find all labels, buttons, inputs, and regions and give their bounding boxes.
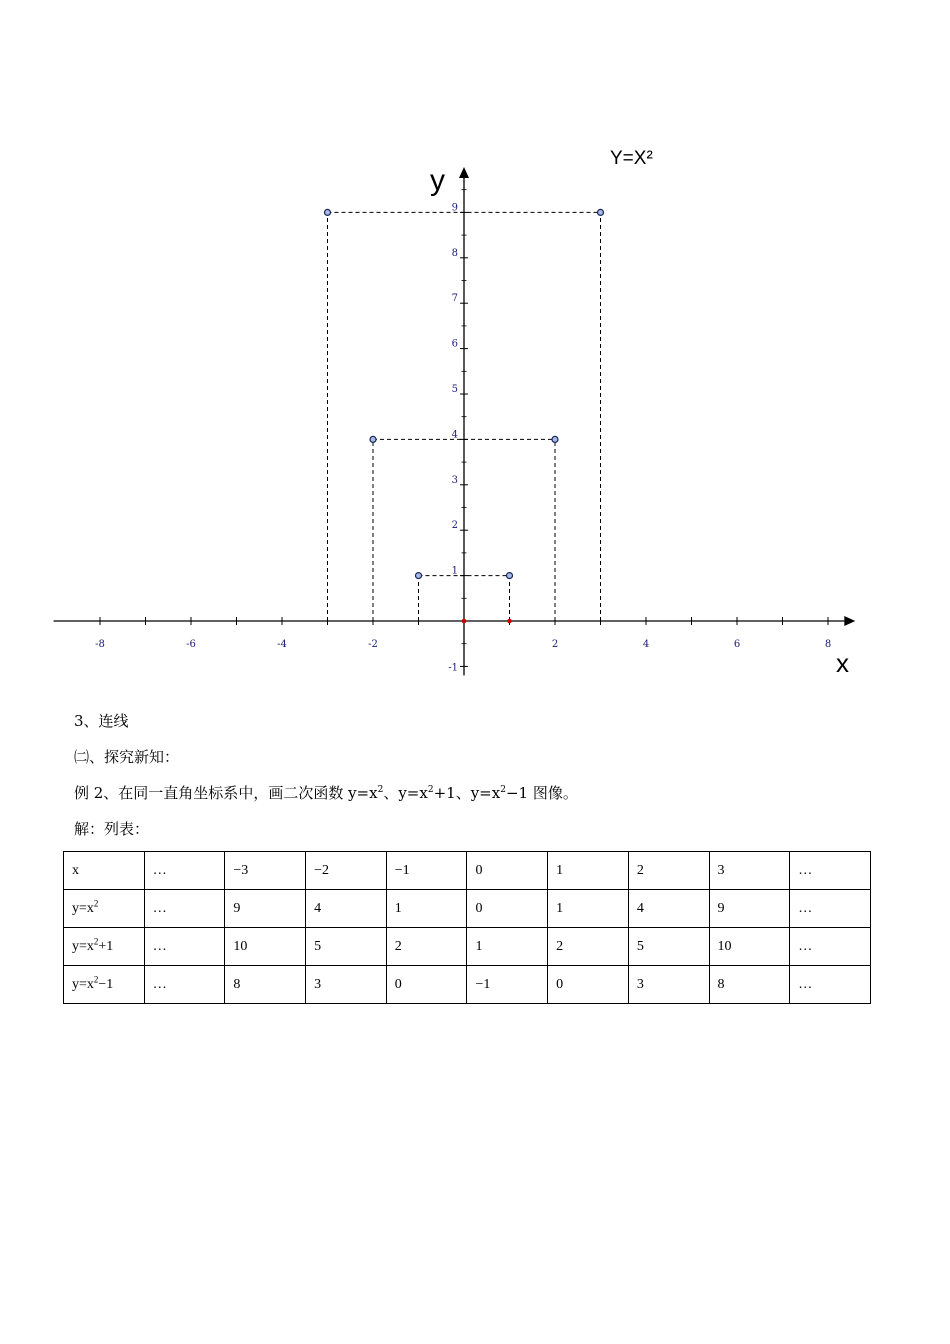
table-row (64, 928, 871, 966)
data-point (325, 209, 331, 215)
table-cell: 2 (628, 852, 709, 890)
example-2-suffix: −1 图像。 (505, 784, 578, 802)
table-cell: 0 (548, 966, 629, 1004)
table-cell: 3 (628, 966, 709, 1004)
y-tick-label: 9 (451, 202, 458, 214)
superscript: 2 (93, 973, 99, 984)
y-tick-label: 8 (451, 247, 458, 259)
superscript: 2 (500, 785, 506, 795)
table-cell: 1 (467, 928, 548, 966)
coordinate-axes (54, 167, 856, 675)
data-point (552, 436, 558, 442)
data-point (416, 573, 422, 579)
table-cell: … (790, 852, 871, 890)
y-tick-label: 3 (451, 474, 458, 486)
chart-title: Y=X² (610, 148, 653, 169)
table-row (64, 966, 871, 1004)
table-cell: … (144, 928, 225, 966)
y-tick-label: 1 (451, 565, 458, 577)
y-axis-label: y (430, 164, 445, 197)
value-table (63, 851, 871, 1004)
table-cell: … (790, 890, 871, 928)
y-tick-label: -1 (448, 662, 458, 674)
table-cell: 8 (709, 966, 790, 1004)
x-axis-label: x (836, 648, 849, 678)
x-tick-label: 6 (733, 639, 741, 650)
row-label-tail: −1 (98, 976, 114, 992)
table-cell: 9 (225, 890, 306, 928)
table-cell: 5 (306, 928, 387, 966)
data-point (598, 209, 604, 215)
table-cell: 4 (306, 890, 387, 928)
superscript: 2 (377, 785, 384, 795)
row-label (64, 890, 145, 928)
row-label (64, 966, 145, 1004)
table-cell: 1 (548, 852, 629, 890)
x-tick-label: 4 (642, 639, 650, 650)
y-tick-label: 2 (451, 520, 458, 532)
example-2-prefix: 例 2、在同一直角坐标系中，画二次函数 y=x (74, 784, 378, 802)
row-label-base: y=x (72, 976, 94, 992)
x-tick-label: -4 (277, 639, 287, 650)
y-tick-label: 6 (451, 338, 458, 350)
row-label-base: y=x (72, 938, 94, 954)
example-2-sep1: 、y=x (383, 784, 428, 802)
row-label-tail: +1 (98, 938, 114, 954)
axis-marker-point (507, 619, 512, 624)
x-tick-label: 8 (824, 639, 832, 650)
solution-intro: 解：列表： (74, 820, 150, 838)
row-label: x (64, 852, 145, 890)
table-cell: 5 (628, 928, 709, 966)
data-point (370, 436, 376, 442)
x-tick-label: -6 (186, 639, 196, 650)
table-row (64, 890, 871, 928)
table-cell: 2 (386, 928, 467, 966)
superscript: 2 (93, 935, 99, 946)
table-cell: −1 (386, 852, 467, 890)
step-3-connect: 3、连线 (74, 712, 129, 730)
table-cell: … (790, 928, 871, 966)
x-tick-label: -2 (368, 639, 378, 650)
table-cell: … (144, 852, 225, 890)
data-point (507, 573, 513, 579)
table-cell: 2 (548, 928, 629, 966)
x-axis-arrow (844, 616, 855, 626)
row-label (64, 928, 145, 966)
table-cell: 4 (628, 890, 709, 928)
axis-marker-point (462, 619, 467, 624)
table-cell: … (790, 966, 871, 1004)
superscript: 2 (93, 897, 99, 908)
table-cell: … (144, 966, 225, 1004)
table-cell: −3 (225, 852, 306, 890)
axis-tick-labels (95, 202, 831, 673)
y-tick-label: 5 (451, 384, 458, 395)
section-heading-explore: ㈡、探究新知： (74, 748, 180, 766)
table-cell: −2 (306, 852, 387, 890)
example-2-sep2: +1、y=x (433, 784, 501, 802)
table-cell: 9 (709, 890, 790, 928)
superscript: 2 (427, 785, 434, 795)
y-tick-label: 4 (451, 429, 458, 441)
table-cell: 3 (306, 966, 387, 1004)
table-cell: 0 (386, 966, 467, 1004)
table-cell: 0 (467, 890, 548, 928)
row-label-base: y=x (72, 900, 94, 916)
table-cell: 10 (709, 928, 790, 966)
x-tick-label: -8 (95, 639, 105, 650)
table-cell: −1 (467, 966, 548, 1004)
y-axis-arrow (459, 167, 469, 178)
table-cell: … (144, 890, 225, 928)
table-cell: 3 (709, 852, 790, 890)
table-row (64, 852, 871, 890)
table-cell: 8 (225, 966, 306, 1004)
table-cell: 1 (548, 890, 629, 928)
example-2-statement (74, 783, 578, 803)
x-tick-label: 2 (551, 639, 559, 650)
table-cell: 0 (467, 852, 548, 890)
table-cell: 1 (386, 890, 467, 928)
y-tick-label: 7 (451, 293, 458, 305)
table-cell: 10 (225, 928, 306, 966)
